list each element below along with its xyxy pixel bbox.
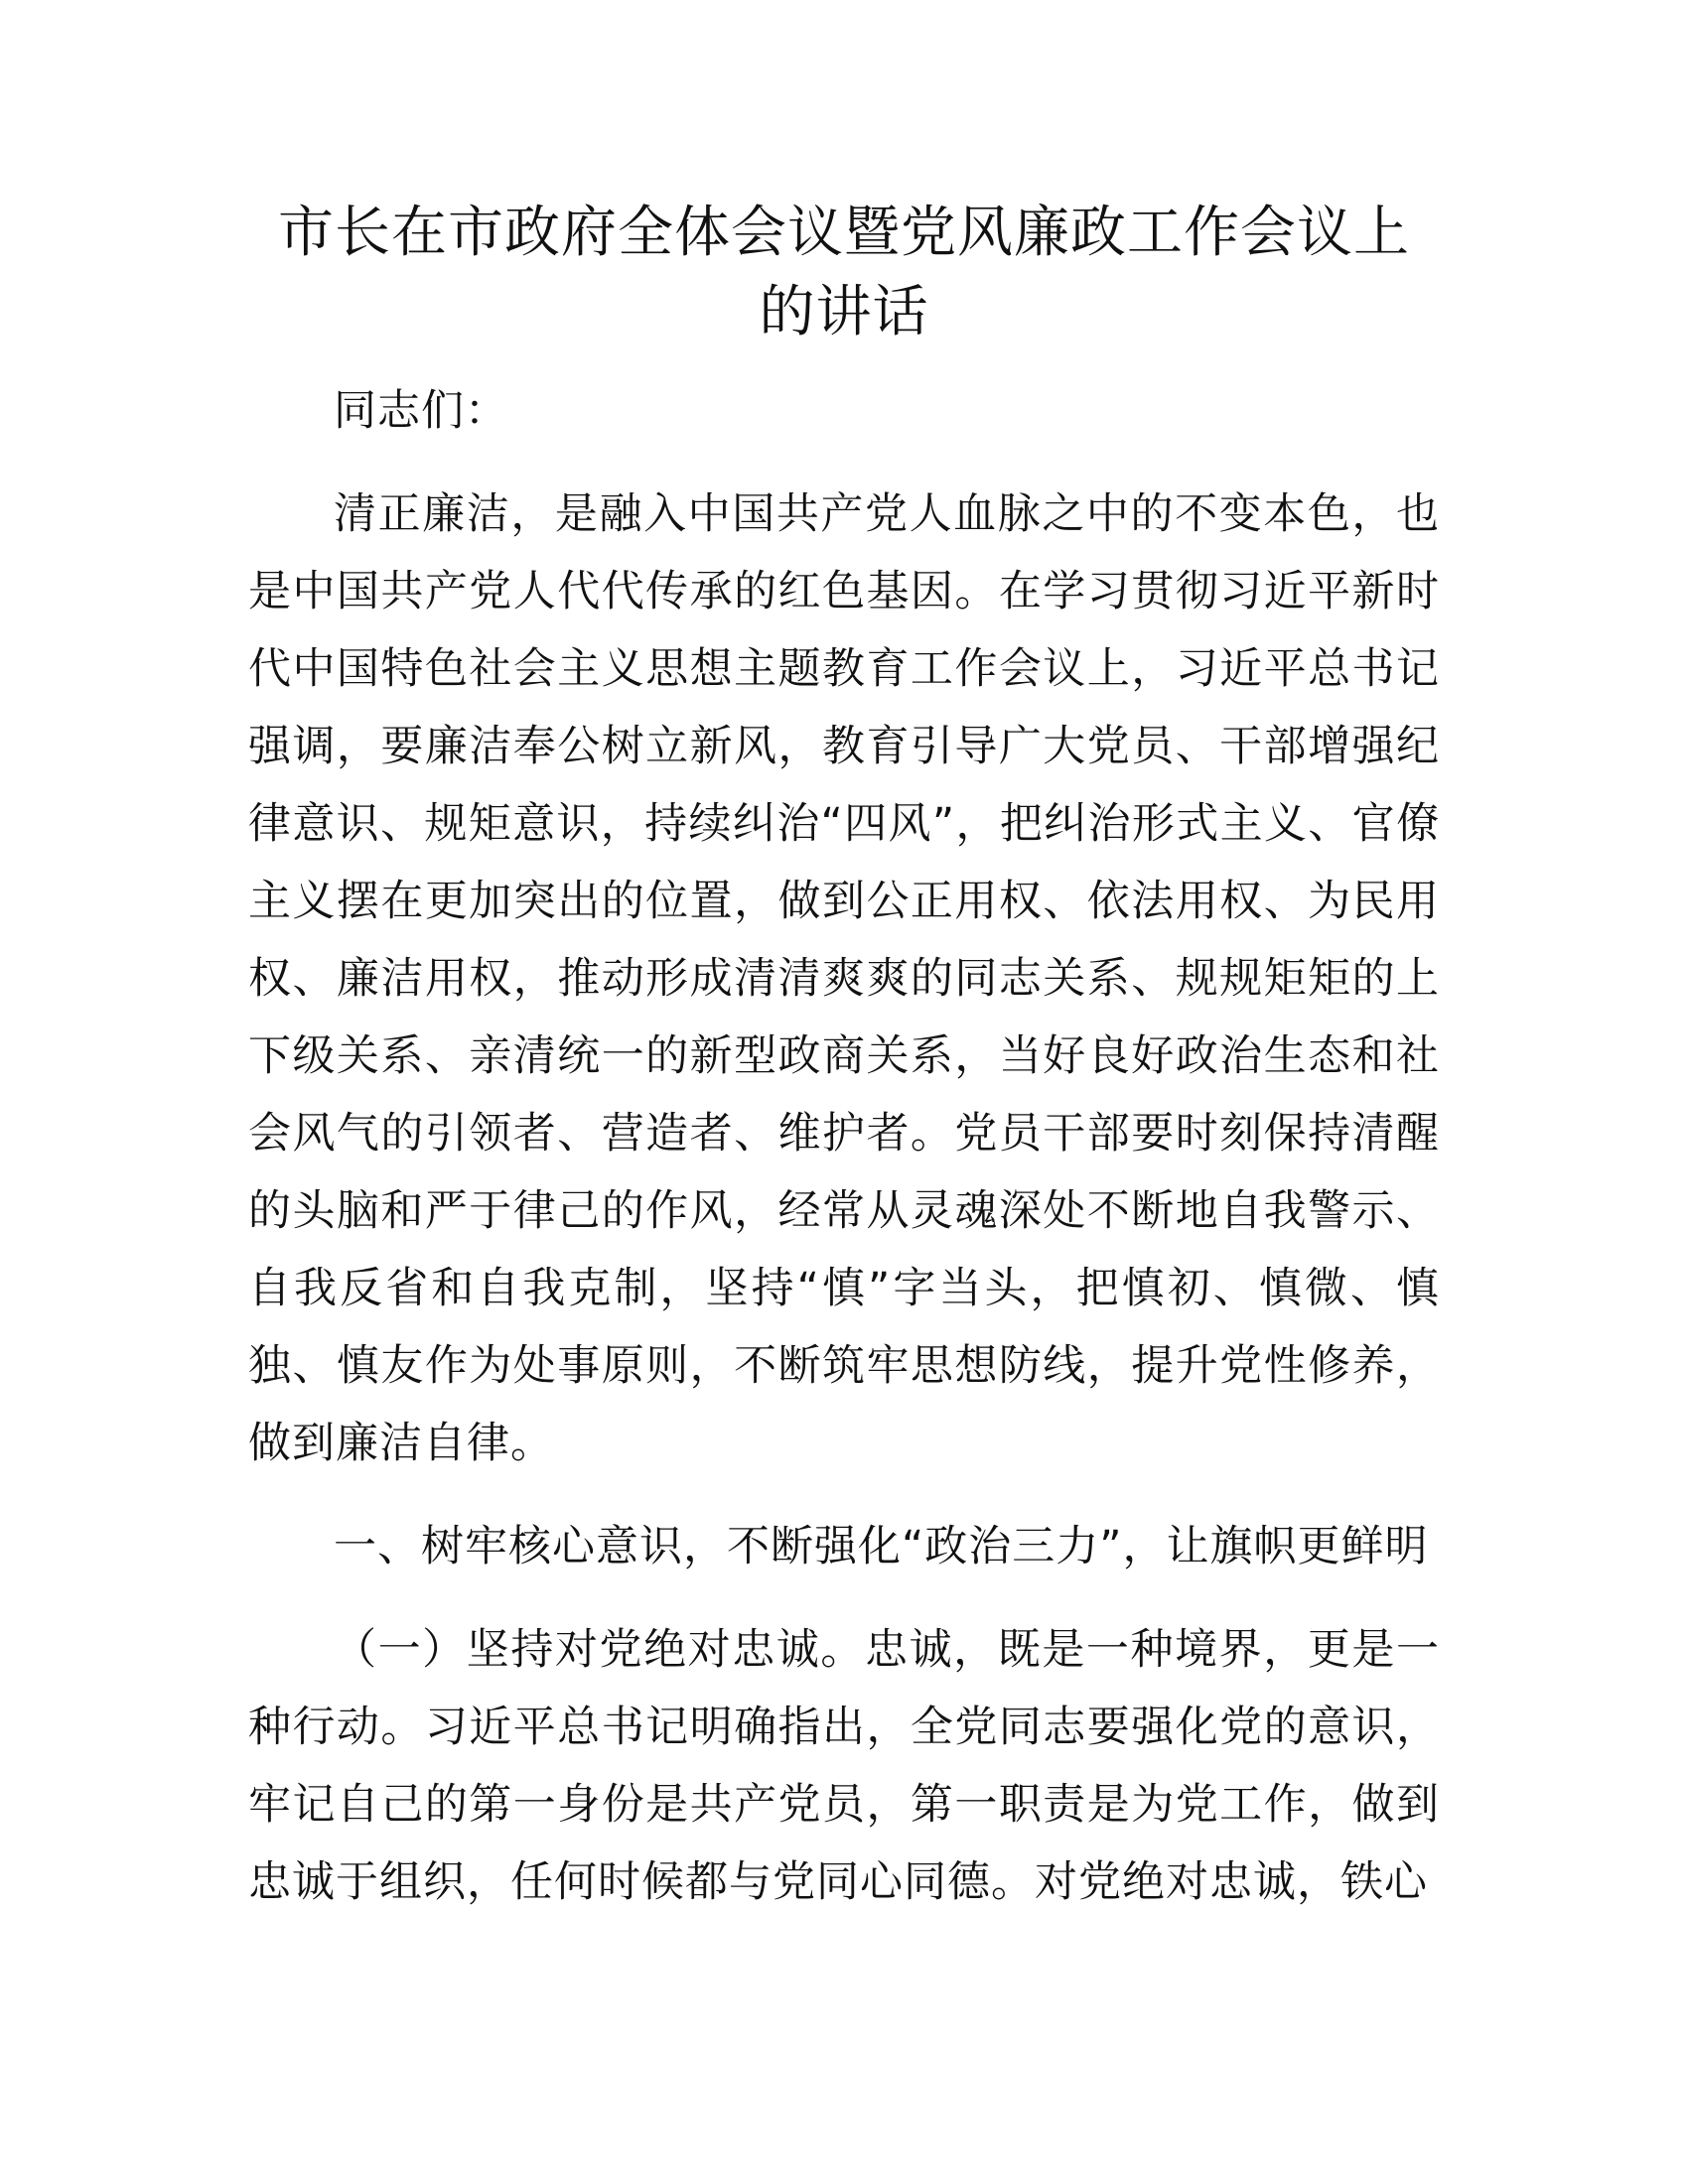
section-heading-1: 一、树牢核心意识，不断强化“政治三力”，让旗帜更鲜明	[334, 1522, 1429, 1571]
salutation: 同志们：	[334, 386, 508, 436]
paragraph-section-1-1: （一）坚持对党绝对忠诚。忠诚，既是一种境界，更是一种行动。习近平总书记明确指出，全党同志要强化党的意识，牢记自己的第一身份是共产党员，第一职责是为党工作，做到忠诚于组织，任何时候都与党同心同德。对党绝对忠诚，铁心	[248, 1625, 1440, 1907]
title-line-1: 市长在市政府全体会议暨党风廉政工作会议上	[278, 201, 1410, 265]
document-title	[248, 194, 1440, 352]
paragraph-intro: 清正廉洁，是融入中国共产党人血脉之中的不变本色，也是中国共产党人代代传承的红色基因。在学习贯彻习近平新时代中国特色社会主义思想主题教育工作会议上，习近平总书记强调，要廉洁奉公树立新风，教育引导广大党员、干部增强纪律意识、规矩意识，持续纠治“四风”，把纠治形式主义、官僚主义摆在更加突出的位置，做到公正用权、依法用权、为民用权、廉洁用权，推动形成清清爽爽的同志关系、规规矩矩的上下级关系、亲清统一的新型政商关系，当好良好政治生态和社会风气的引领者、营造者、维护者。党员干部要时刻保持清醒的头脑和严于律己的作风，经常从灵魂深处不断地自我警示、自我反省和自我克制，坚持“慎”字当头，把慎初、慎微、慎独、慎友作为处事原则，不断筑牢思想防线，提升党性修养，做到廉洁自律。	[248, 489, 1440, 1468]
title-line-2: 的讲话	[759, 280, 929, 344]
document-page	[248, 194, 1440, 1921]
